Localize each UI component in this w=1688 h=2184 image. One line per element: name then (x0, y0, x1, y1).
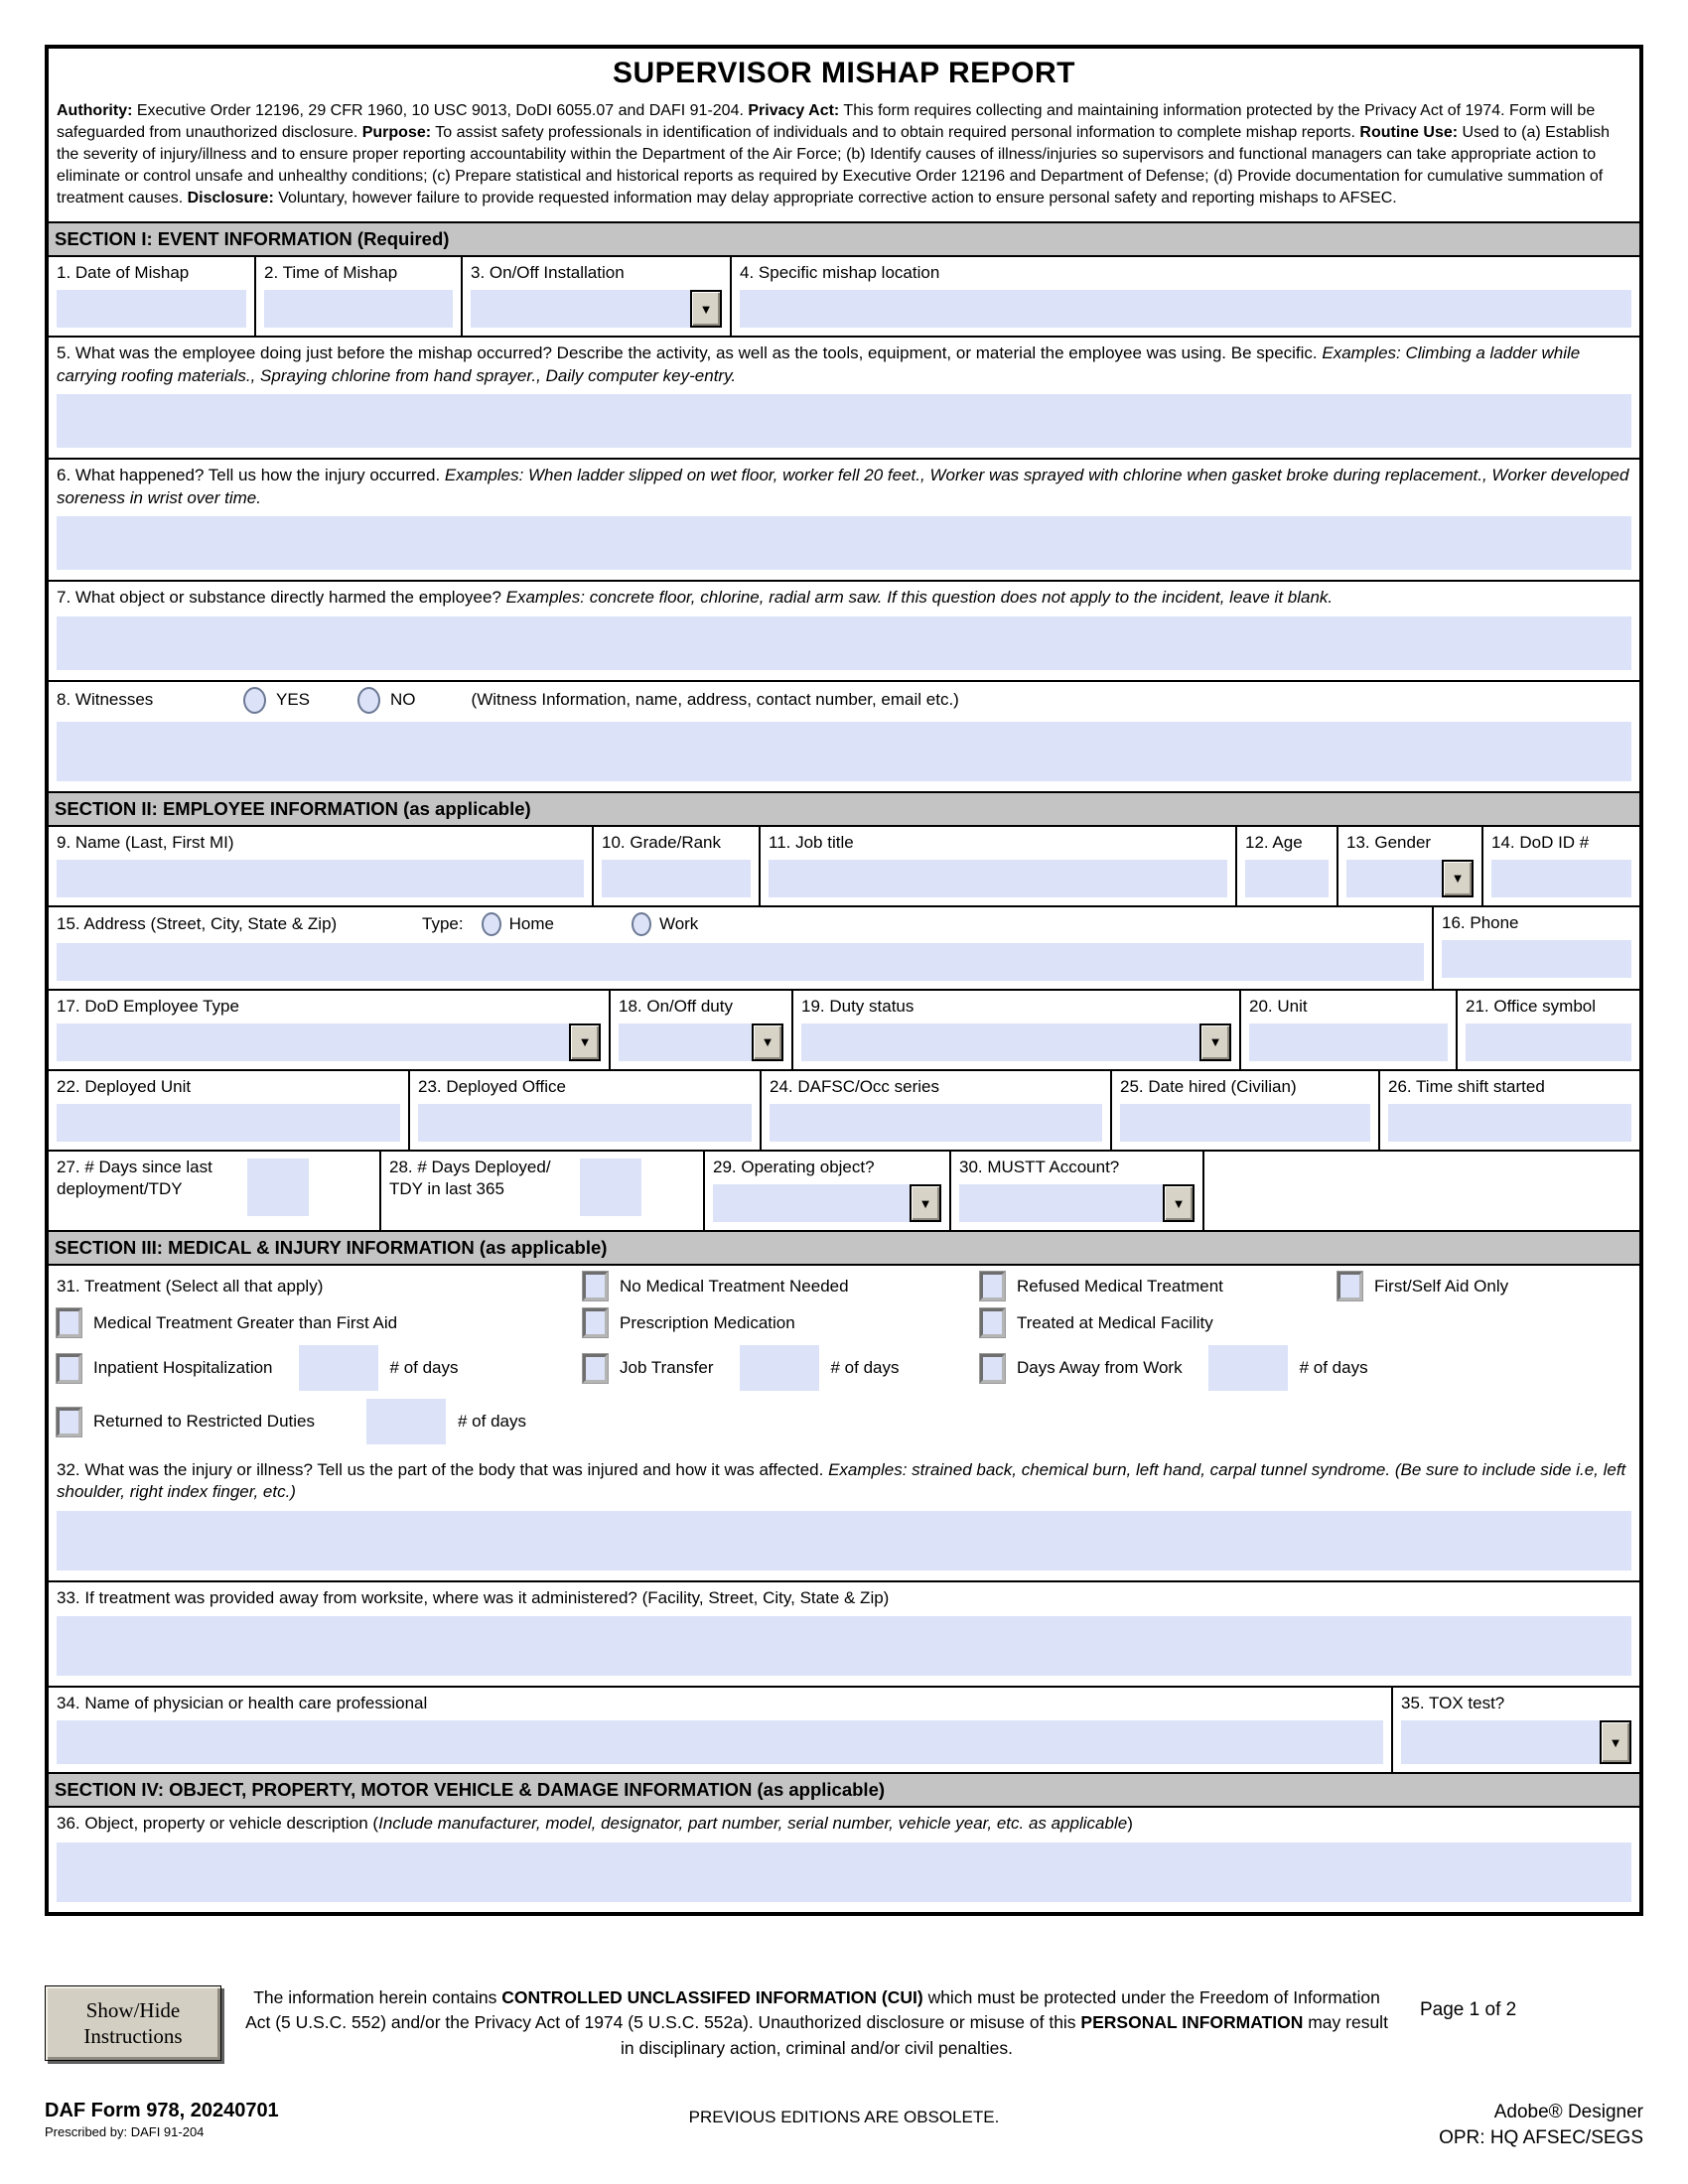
medical-treatment-greater-label: Medical Treatment Greater than First Aid (93, 1312, 398, 1332)
office-symbol-label: 21. Office symbol (1466, 996, 1597, 1016)
prescription-medication-label: Prescription Medication (620, 1312, 795, 1332)
phone-input[interactable] (1442, 940, 1631, 978)
mustt-account-label: 30. MUSTT Account? (959, 1157, 1120, 1176)
witnesses-label: 8. Witnesses (57, 690, 154, 710)
section-2-header: SECTION II: EMPLOYEE INFORMATION (as applicable) (49, 791, 1639, 827)
opr-credit: OPR: HQ AFSEC/SEGS (1439, 2126, 1643, 2148)
deployed-unit-input[interactable] (57, 1104, 400, 1142)
restricted-days-input[interactable] (366, 1399, 446, 1444)
cui-notice: The information herein contains CONTROLLED UNCLASSIFED INFORMATION (CUI) which must be protected under the Freedom of Information Act (5 U.S.C. 552) and/or the Privacy Act of 1974 (5 U.S.C. 552a). Unauthorized disclosure or misuse of this PERSONAL INFORMATION may result in disciplinary action, criminal and/or civil penalties. (245, 1987, 1388, 2058)
age-label: 12. Age (1245, 832, 1303, 852)
dod-employee-type-select[interactable] (57, 1024, 601, 1061)
q6-what-happened-textarea[interactable] (57, 516, 1631, 570)
section-1-header: SECTION I: EVENT INFORMATION (Required) (49, 221, 1639, 257)
q33-label: 33. If treatment was provided away from worksite, where was it administered? (Facility, Street, City, State & Zip) (57, 1587, 890, 1607)
on-off-duty-select[interactable] (619, 1024, 783, 1061)
mustt-account-select[interactable] (959, 1184, 1195, 1222)
chevron-down-icon[interactable]: ▼ (752, 1024, 783, 1061)
privacy-act-statement: Authority: Executive Order 12196, 29 CFR 1960, 10 USC 9013, DoDI 6055.07 and DAFI 91-204. Privacy Act: This form requires collecting and maintaining information protected by the Privacy Act of 1974. Form will be safeguarded from unauthorized disclosure. Purpose: To assist safety professionals in identification of individuals and to obtain required personal information to complete mishap reports. Routine Use: Used to (a) Establish the severity of injury/illness and to ensure proper reporting accountability within the Department of the Air Force; (b) Identify causes of illness/injuries so supervisors and functional managers can take appropriate action to eliminate or control unsafe and unhealthy conditions; (c) Prepare statistical and historical reports as required by Executive Order 12196 and Department of Defense; (d) Provide documentation for cumulative summation of treatment causes. Disclosure: Voluntary, however failure to provide requested information may delay appropriate corrective action to ensure personal safety and reporting mishaps to AFSEC. (57, 102, 1611, 207)
operating-object-select[interactable] (713, 1184, 941, 1222)
date-of-mishap-input[interactable] (57, 290, 246, 328)
dod-employee-type-label: 17. DoD Employee Type (57, 996, 239, 1016)
chevron-down-icon[interactable]: ▼ (910, 1184, 941, 1222)
q32-label: 32. What was the injury or illness? Tell us the part of the body that was injured and how it was affected. Examples: strained back, chemical burn, left hand, carpal tunnel syndrome. (Be sure to include side i.e, left shoulder, right index finger, etc.) (57, 1460, 1626, 1502)
witnesses-note: (Witness Information, name, address, contact number, email etc.) (471, 690, 959, 710)
cui-footer (45, 1985, 1643, 2061)
treatment-options-grid (49, 1266, 1639, 1454)
treatment-label: 31. Treatment (Select all that apply) (57, 1276, 324, 1296)
deployed-unit-label: 22. Deployed Unit (57, 1076, 192, 1096)
refused-medical-treatment-label: Refused Medical Treatment (1017, 1276, 1223, 1296)
days-since-deployment-label: 27. # Days since last deployment/TDY (57, 1157, 212, 1199)
q6-label: 6. What happened? Tell us how the injury occurred. Examples: When ladder slipped on wet floor, worker fell 20 feet., Worker was sprayed with chlorine when gasket broke during replacement., Worker developed soreness in wrist over time. (57, 466, 1629, 507)
empty-cell (1202, 1152, 1639, 1230)
section-4-header: SECTION IV: OBJECT, PROPERTY, MOTOR VEHICLE & DAMAGE INFORMATION (as applicable) (49, 1772, 1639, 1808)
job-transfer-days-input[interactable] (740, 1345, 819, 1391)
days-label: # of days (830, 1358, 900, 1378)
days-deployed-365-label: 28. # Days Deployed/ TDY in last 365 (389, 1157, 551, 1199)
date-hired-input[interactable] (1120, 1104, 1370, 1142)
first-self-aid-label: First/Self Aid Only (1374, 1276, 1509, 1296)
chevron-down-icon[interactable]: ▼ (1442, 860, 1474, 897)
medical-treatment-greater-checkbox[interactable] (57, 1308, 81, 1337)
q5-activity-textarea[interactable] (57, 394, 1631, 448)
witnesses-no-radio[interactable] (357, 687, 380, 714)
mishap-location-input[interactable] (740, 290, 1631, 328)
address-home-radio[interactable] (482, 912, 501, 936)
days-away-from-work-checkbox[interactable] (980, 1354, 1005, 1383)
form-body (45, 45, 1643, 1916)
chevron-down-icon[interactable]: ▼ (1600, 1720, 1631, 1764)
chevron-down-icon[interactable]: ▼ (1163, 1184, 1195, 1222)
q33-treatment-location-textarea[interactable] (57, 1616, 1631, 1676)
days-away-days-input[interactable] (1208, 1345, 1288, 1391)
chevron-down-icon[interactable]: ▼ (690, 290, 722, 328)
dod-id-input[interactable] (1491, 860, 1631, 897)
tox-test-label: 35. TOX test? (1401, 1694, 1505, 1713)
date-hired-label: 25. Date hired (Civilian) (1120, 1076, 1297, 1096)
phone-label: 16. Phone (1442, 912, 1519, 932)
prescription-medication-checkbox[interactable] (583, 1308, 608, 1337)
chevron-down-icon[interactable]: ▼ (569, 1024, 601, 1061)
first-self-aid-checkbox[interactable] (1337, 1272, 1362, 1300)
on-off-installation-select[interactable] (471, 290, 722, 328)
address-home-label: Home (508, 913, 554, 933)
chevron-down-icon[interactable]: ▼ (1199, 1024, 1231, 1061)
address-type-label: Type: (422, 913, 464, 933)
deployed-office-input[interactable] (418, 1104, 752, 1142)
form-footer (45, 2100, 1643, 2150)
age-input[interactable] (1245, 860, 1329, 897)
dafsc-occ-series-label: 24. DAFSC/Occ series (770, 1076, 939, 1096)
dod-id-label: 14. DoD ID # (1491, 832, 1590, 852)
page-number: Page 1 of 2 (1420, 1999, 1517, 2020)
gender-label: 13. Gender (1346, 832, 1432, 852)
address-work-radio[interactable] (632, 912, 651, 936)
job-transfer-checkbox[interactable] (583, 1354, 608, 1383)
time-of-mishap-label: 2. Time of Mishap (264, 263, 398, 283)
form-number: DAF Form 978, 20240701 (45, 2100, 279, 2121)
days-label: # of days (458, 1412, 526, 1432)
duty-status-label: 19. Duty status (801, 996, 914, 1016)
on-off-duty-label: 18. On/Off duty (619, 996, 733, 1016)
witnesses-textarea[interactable] (57, 722, 1631, 781)
days-since-deployment-input[interactable] (247, 1159, 309, 1216)
name-input[interactable] (57, 860, 584, 897)
address-work-label: Work (658, 913, 699, 933)
unit-input[interactable] (1249, 1024, 1448, 1061)
show-hide-instructions-button[interactable]: Show/Hide Instructions (45, 1985, 221, 2061)
days-label: # of days (1299, 1358, 1368, 1378)
inpatient-hospitalization-checkbox[interactable] (57, 1354, 81, 1383)
dafsc-occ-series-input[interactable] (770, 1104, 1102, 1142)
physician-name-label: 34. Name of physician or health care professional (57, 1694, 428, 1713)
address-input[interactable] (57, 943, 1424, 981)
treated-at-medical-facility-checkbox[interactable] (980, 1308, 1005, 1337)
job-transfer-label: Job Transfer (620, 1358, 714, 1378)
witnesses-yes-radio[interactable] (243, 687, 266, 714)
days-label: # of days (389, 1358, 459, 1378)
time-of-mishap-input[interactable] (264, 290, 453, 328)
duty-status-select[interactable] (801, 1024, 1231, 1061)
date-of-mishap-label: 1. Date of Mishap (57, 263, 190, 283)
days-deployed-365-input[interactable] (580, 1159, 641, 1216)
prescribed-by: Prescribed by: DAFI 91-204 (45, 2124, 205, 2139)
section-3-header: SECTION III: MEDICAL & INJURY INFORMATION (as applicable) (49, 1230, 1639, 1266)
returned-restricted-duties-checkbox[interactable] (57, 1408, 81, 1436)
obsolete-notice: PREVIOUS EDITIONS ARE OBSOLETE. (688, 2108, 1000, 2126)
operating-object-label: 29. Operating object? (713, 1157, 875, 1176)
no-medical-treatment-label: No Medical Treatment Needed (620, 1276, 849, 1296)
treated-at-medical-facility-label: Treated at Medical Facility (1017, 1312, 1213, 1332)
q7-label: 7. What object or substance directly harmed the employee? Examples: concrete floor, chlorine, radial arm saw. If this question does not apply to the incident, leave it blank. (57, 588, 1334, 608)
q36-label: 36. Object, property or vehicle description (Include manufacturer, model, designator, part number, serial number, vehicle year, etc. as applicable) (57, 1814, 1133, 1834)
q36-object-description-textarea[interactable] (57, 1843, 1631, 1902)
no-medical-treatment-checkbox[interactable] (583, 1272, 608, 1300)
physician-name-input[interactable] (57, 1720, 1383, 1764)
inpatient-days-input[interactable] (299, 1345, 378, 1391)
unit-label: 20. Unit (1249, 996, 1308, 1016)
q7-harm-object-textarea[interactable] (57, 616, 1631, 670)
witnesses-yes-label: YES (276, 690, 311, 710)
time-shift-started-label: 26. Time shift started (1388, 1076, 1545, 1096)
time-shift-started-input[interactable] (1388, 1104, 1631, 1142)
address-label: 15. Address (Street, City, State & Zip) (57, 913, 338, 933)
page-title: SUPERVISOR MISHAP REPORT (613, 57, 1075, 89)
tox-test-select[interactable] (1401, 1720, 1631, 1764)
on-off-installation-label: 3. On/Off Installation (471, 263, 625, 283)
mishap-location-label: 4. Specific mishap location (740, 263, 940, 283)
adobe-designer-credit: Adobe® Designer (1493, 2102, 1643, 2122)
empty-cell (1337, 1308, 1631, 1337)
grade-rank-label: 10. Grade/Rank (602, 832, 722, 852)
grade-rank-input[interactable] (602, 860, 751, 897)
q5-label: 5. What was the employee doing just before the mishap occurred? Describe the activity, as well as the tools, equipment, or material the employee was using. Be specific. Examples: Climbing a ladder while carrying roofing materials., Spraying chlorine from hand sprayer., Daily computer key-entry. (57, 343, 1581, 385)
refused-medical-treatment-checkbox[interactable] (980, 1272, 1005, 1300)
job-title-input[interactable] (769, 860, 1227, 897)
returned-restricted-duties-label: Returned to Restricted Duties (93, 1412, 315, 1432)
office-symbol-input[interactable] (1466, 1024, 1631, 1061)
job-title-label: 11. Job title (769, 832, 854, 852)
deployed-office-label: 23. Deployed Office (418, 1076, 566, 1096)
gender-select[interactable] (1346, 860, 1474, 897)
q32-injury-textarea[interactable] (57, 1511, 1631, 1570)
days-away-from-work-label: Days Away from Work (1017, 1358, 1183, 1378)
witnesses-no-label: NO (390, 690, 416, 710)
inpatient-hospitalization-label: Inpatient Hospitalization (93, 1358, 273, 1378)
name-label: 9. Name (Last, First MI) (57, 832, 234, 852)
